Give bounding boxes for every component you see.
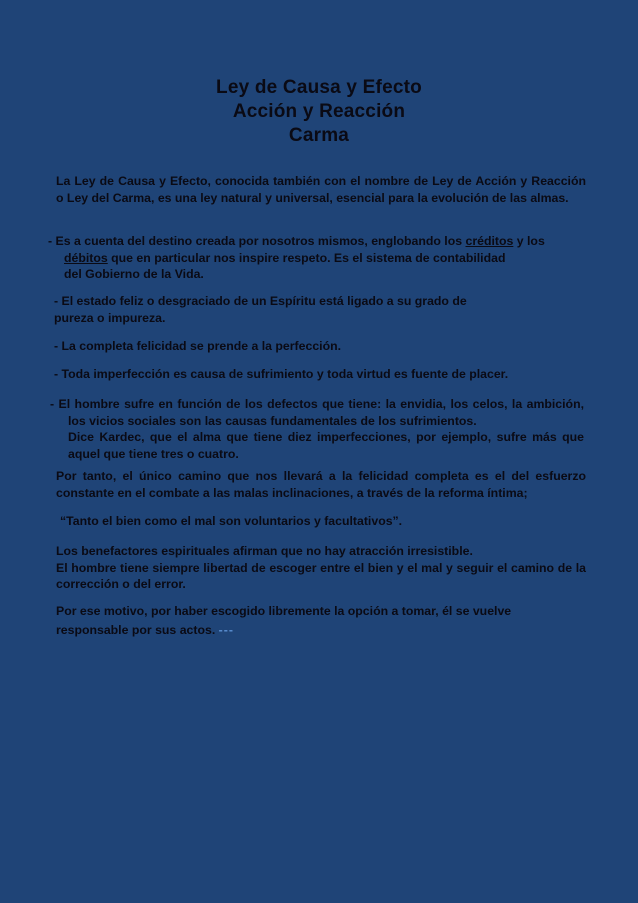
responsibility-line-1: Por ese motivo, por haber escogido libremente la opción a tomar, él se vuelve <box>56 604 512 618</box>
title-line-1: Ley de Causa y Efecto <box>216 77 422 98</box>
kardec-text: Dice Kardec, que el alma que tiene diez imperfecciones, por ejemplo, sufre más que aquel que tiene tres o cuatro. <box>68 430 584 461</box>
destiny-text-a: - Es a cuenta del destino creada por nosotros mismos, englobando los <box>48 234 466 248</box>
destiny-text-b: y los <box>513 234 545 248</box>
responsibility-text: responsable por sus actos. <box>56 623 216 637</box>
paragraph-destiny <box>48 233 588 283</box>
paragraph-perfection <box>54 338 584 355</box>
freedom-text: El hombre tiene siempre libertad de escoger entre el bien y el mal y seguir el camino de la corrección o del error. <box>56 560 586 591</box>
title-line-3: Carma <box>288 125 350 146</box>
debitos-word: débitos <box>64 250 108 265</box>
end-dashes: --- <box>218 623 234 637</box>
paragraph-only-path: Por tanto, el único camino que nos llevará a la felicidad completa es el del esfuerzo constante en el combate a las malas inclinaciones, a través de la reforma íntima; <box>56 469 586 500</box>
paragraph-definition: La Ley de Causa y Efecto, conocida también con el nombre de Ley de Acción y Reacción o Ley del Carma, es una ley natural y universal, esencial para la evolución de las almas. <box>56 174 586 205</box>
paragraph-responsibility <box>56 602 586 640</box>
defects-text: - El hombre sufre en función de los defectos que tiene: la envidia, los celos, la ambición, los vicios sociales son las causas fundamentales de los sufrimientos. <box>50 397 584 428</box>
responsibility-line-2 <box>56 621 586 640</box>
paragraph-spirit-state <box>54 293 584 326</box>
title-line-2: Acción y Reacción <box>232 101 406 122</box>
destiny-text-c: que en particular nos inspire respeto. Es el sistema de contabilidad <box>107 250 506 265</box>
document-title <box>0 76 638 148</box>
paragraph-quote <box>56 513 586 530</box>
paragraph-benefactors <box>56 543 586 593</box>
creditos-word: créditos <box>465 234 514 248</box>
benefactors-line: Los benefactores espirituales afirman que no hay atracción irresistible. <box>56 544 473 558</box>
perfection-line: - La completa felicidad se prende a la perfección. <box>54 339 342 353</box>
paragraph-defects <box>50 396 584 462</box>
destiny-line-1 <box>48 233 588 250</box>
paragraph-imperfection <box>54 366 594 383</box>
spirit-line-2: pureza o impureza. <box>54 310 166 325</box>
destiny-line-3: del Gobierno de la Vida. <box>64 267 204 281</box>
imperfection-line: - Toda imperfección es causa de sufrimiento y toda virtud es fuente de placer. <box>54 367 509 381</box>
quote-line: “Tanto el bien como el mal son voluntarios y facultativos”. <box>60 514 403 528</box>
destiny-line-2 <box>48 250 588 267</box>
spirit-line-1: - El estado feliz o desgraciado de un Espíritu está ligado a su grado de <box>54 294 467 308</box>
